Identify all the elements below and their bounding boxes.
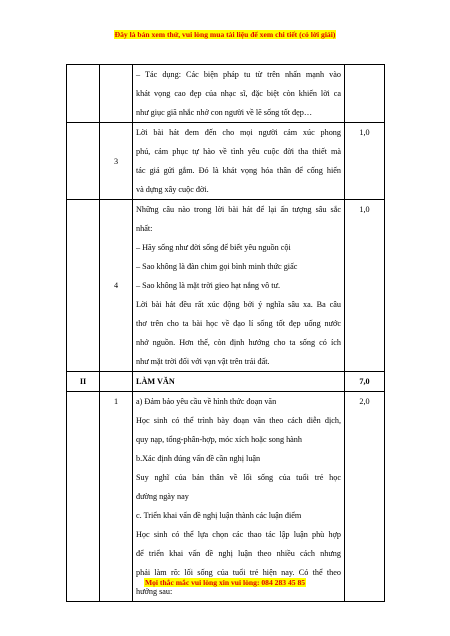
table-row [67, 123, 385, 200]
answer-line: – Tác dụng: Các biện pháp tu từ trên nhấn mạnh vào [136, 70, 341, 79]
section-roman-numeral: II [67, 372, 100, 392]
answer-line: b.Xác định đúng vấn đề cần nghị luận [136, 454, 261, 463]
contact-banner [0, 578, 450, 587]
answer-line: nhớ nguồn. Hơn thế, còn định hướng cho ta sống có ích [136, 338, 341, 347]
question-number-cell: 4 [100, 200, 133, 372]
contact-text: Mọi thắc mắc vui lòng xin vui lòng: 084 283 45 85 [144, 578, 306, 587]
preview-notice-banner [0, 30, 450, 39]
answer-line: Học sinh có thể trình bày đoạn văn theo cách diễn dịch, [136, 416, 341, 425]
answer-line: Lời bài hát đem đến cho mọi người cảm xúc phong [136, 128, 341, 137]
section-score: 7,0 [345, 372, 385, 392]
score-cell: 1,0 [345, 200, 385, 372]
answer-line: đường ngày nay [136, 492, 189, 501]
answer-line: và dựng xây cuộc đời. [136, 185, 209, 194]
answer-line: tác giả gửi gắm. Đó là khát vọng hóa thân để cống hiến [136, 166, 341, 175]
score-cell: 2,0 [345, 392, 385, 602]
section-title: LÀM VĂN [133, 372, 345, 392]
answer-line: phú, cảm phục tự hào về tình yêu cuộc đời tha thiết mà [136, 147, 341, 156]
answer-line: quy nạp, tổng-phân-hợp, móc xích hoặc song hành [136, 435, 302, 444]
answer-line: Suy nghĩ của bản thân về lối sống của tuổi trẻ học [136, 473, 341, 482]
score-cell: 1,0 [345, 123, 385, 200]
score-cell [345, 65, 385, 123]
answer-line: Lời bài hát đều rất xúc động bởi ý nghĩa sâu xa. Ba câu [136, 300, 341, 309]
answer-line: hướng sau: [136, 587, 173, 596]
question-number-cell [100, 65, 133, 123]
answer-line: như giục giã nhắc nhở con người về lẽ sống tốt đẹp… [136, 108, 313, 117]
answer-content-cell [133, 123, 345, 200]
answer-line: phải làm rõ: lối sống của tuổi trẻ hiện nay. Có thể theo [136, 568, 341, 577]
answer-content-cell [133, 392, 345, 602]
section-cell [67, 392, 100, 602]
answer-line: – Sao không là đàn chim gọi bình minh thức giấc [136, 262, 298, 271]
answer-line: Học sinh có thể lựa chọn các thao tác lập luận phù hợp [136, 530, 341, 539]
preview-notice-text: Đây là bản xem thử, vui lòng mua tài liệu để xem chi tiết (có lời giải) [114, 30, 336, 39]
answer-line: khát vọng cao đẹp của nhạc sĩ, đặc biệt còn khiến lời ca [136, 89, 341, 98]
answer-line: – Sao không là mặt trời gieo hạt nắng vô tư. [136, 281, 281, 290]
section-cell [67, 123, 100, 200]
table-row [67, 392, 385, 602]
section-cell [67, 65, 100, 123]
answer-line: thơ trên cho ta bài học về đạo lí sống tốt đẹp uống nước [136, 319, 341, 328]
section-header-row [67, 372, 385, 392]
answer-line: a) Đảm bảo yêu cầu về hình thức đoạn văn [136, 397, 277, 406]
answer-line: để triển khai vấn đề nghị luận theo nhiều cách nhưng [136, 549, 341, 558]
answer-content-cell [133, 200, 345, 372]
table-row [67, 200, 385, 372]
answer-line: như mặt trời đối với vạn vật trên trái đất. [136, 357, 270, 366]
question-number-cell: 3 [100, 123, 133, 200]
answer-key-table [66, 64, 385, 602]
question-number-cell: 1 [100, 392, 133, 602]
answer-line: nhất: [136, 224, 153, 233]
answer-content-cell [133, 65, 345, 123]
answer-line: Những câu nào trong lời bài hát để lại ấn tượng sâu sắc [136, 205, 341, 214]
table-row [67, 65, 385, 123]
answer-line: – Hãy sống như đời sống để biết yêu nguồn cội [136, 243, 291, 252]
question-number-cell [100, 372, 133, 392]
answer-line: c. Triển khai vấn đề nghị luận thành các luận điểm [136, 511, 302, 520]
section-cell [67, 200, 100, 372]
